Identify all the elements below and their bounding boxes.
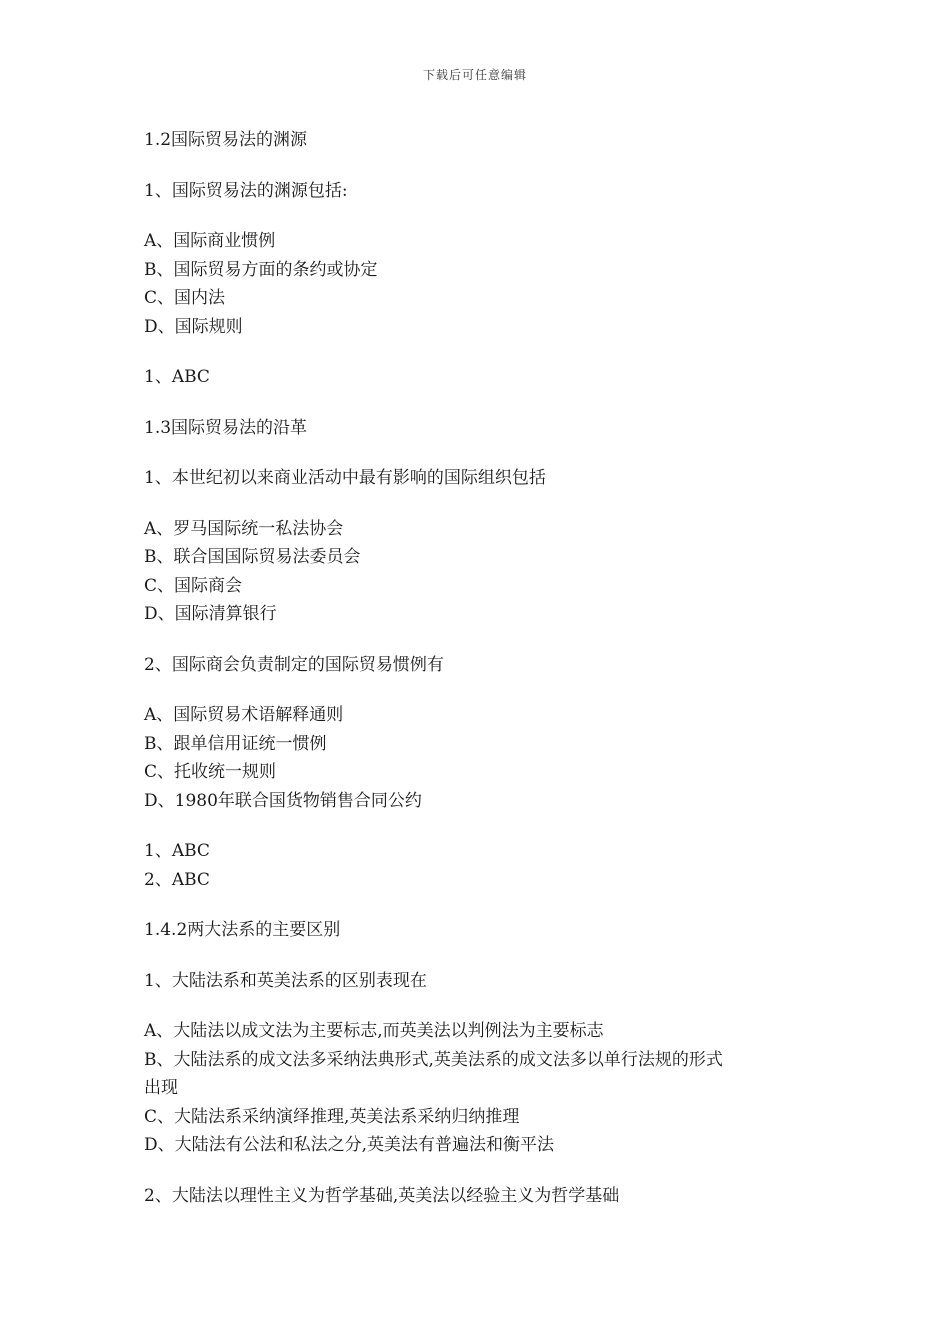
text-line: 1、ABC bbox=[144, 841, 210, 861]
text-line: B、国际贸易方面的条约或协定 bbox=[144, 259, 378, 280]
paragraph: 1、国际贸易法的渊源包括: bbox=[144, 180, 348, 201]
line-group bbox=[144, 837, 804, 894]
text-line: D、大陆法有公法和私法之分,英美法有普遍法和衡平法 bbox=[144, 1135, 555, 1155]
text-line: B、联合国国际贸易法委员会 bbox=[144, 547, 361, 567]
paragraph: 1、本世纪初以来商业活动中最有影响的国际组织包括 bbox=[144, 468, 546, 488]
text-line: D、1980年联合国货物销售合同公约 bbox=[144, 790, 422, 811]
paragraph: 1.3国际贸易法的沿革 bbox=[144, 417, 308, 438]
line-group bbox=[144, 227, 804, 341]
paragraph: 2、国际商会负责制定的国际贸易惯例有 bbox=[144, 654, 444, 675]
text-line: A、罗马国际统一私法协会 bbox=[144, 518, 344, 539]
line-group bbox=[144, 1017, 804, 1160]
text-line: D、国际清算银行 bbox=[144, 604, 277, 624]
text-line: B、大陆法系的成文法多采纳法典形式,英美法系的成文法多以单行法规的形式 bbox=[144, 1049, 723, 1070]
line-group bbox=[144, 701, 804, 815]
text-line: D、国际规则 bbox=[144, 316, 243, 337]
paragraph: 1.2国际贸易法的渊源 bbox=[144, 130, 308, 150]
text-line: A、国际商业惯例 bbox=[144, 231, 276, 251]
text-line: 2、ABC bbox=[144, 869, 210, 890]
page-header: 下载后可任意编辑 bbox=[422, 68, 527, 82]
paragraph: 2、大陆法以理性主义为哲学基础,英美法以经验主义为哲学基础 bbox=[144, 1185, 620, 1206]
text-line: C、托收统一规则 bbox=[144, 762, 277, 782]
text-line: C、大陆法系采纳演绎推理,英美法系采纳归纳推理 bbox=[144, 1106, 520, 1127]
text-line: A、大陆法以成文法为主要标志,而英美法以判例法为主要标志 bbox=[144, 1021, 604, 1041]
text-line: 出现 bbox=[144, 1078, 178, 1098]
paragraph: 1、大陆法系和英美法系的区别表现在 bbox=[144, 970, 427, 991]
document-body bbox=[144, 126, 804, 1232]
paragraph: 1、ABC bbox=[144, 367, 210, 387]
text-line: A、国际贸易术语解释通则 bbox=[144, 705, 344, 725]
text-line: C、国际商会 bbox=[144, 575, 243, 596]
text-line: C、国内法 bbox=[144, 288, 226, 308]
paragraph: 1.4.2两大法系的主要区别 bbox=[144, 920, 341, 940]
text-line: B、跟单信用证统一惯例 bbox=[144, 733, 327, 754]
line-group bbox=[144, 515, 804, 629]
